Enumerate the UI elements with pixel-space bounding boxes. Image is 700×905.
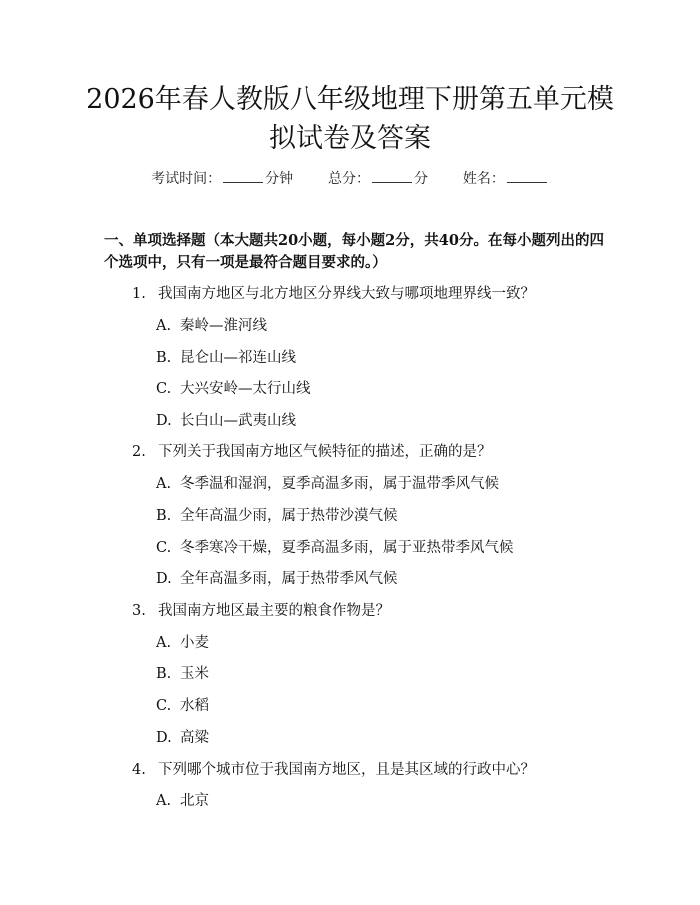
question-text: 我国南方地区与北方地区分界线大致与哪项地理界线一致？: [158, 286, 535, 302]
exam-info-line: [0, 168, 700, 188]
option-text: 全年高温多雨，属于热带季风气候: [180, 571, 398, 587]
option-text: 冬季温和湿润，夏季高温多雨，属于温带季风气候: [180, 476, 499, 492]
question-2: [132, 440, 492, 461]
question-number: 2.: [132, 444, 146, 460]
option-text: 长白山—武夷山线: [180, 413, 296, 429]
exam-time-label: 考试时间：: [151, 171, 222, 187]
option-letter: A.: [156, 476, 172, 492]
option-letter: D.: [156, 730, 172, 746]
option-letter: A.: [156, 793, 172, 809]
question-3-option-c: [156, 694, 209, 715]
exam-time-unit: 分钟: [265, 171, 294, 187]
question-2-option-d: [156, 567, 398, 588]
option-letter: C.: [156, 540, 172, 556]
option-letter: D.: [156, 571, 172, 587]
section-heading: 一、单项选择题（本大题共20小题，每小题2分，共40分。在每小题列出的四个选项中，只有一项是最符合题目要求的。）: [104, 232, 604, 271]
total-score-blank: [372, 170, 412, 183]
question-3-option-a: [156, 631, 209, 652]
student-name-label: 姓名：: [462, 171, 505, 187]
option-letter: B.: [156, 508, 172, 524]
option-text: 大兴安岭—太行山线: [180, 381, 311, 397]
question-text: 下列哪个城市位于我国南方地区，且是其区域的行政中心？: [158, 762, 535, 778]
option-text: 昆仑山—祁连山线: [180, 350, 296, 366]
question-4-option-a: [156, 789, 209, 810]
question-3-option-d: [156, 726, 209, 747]
option-text: 全年高温少雨，属于热带沙漠气候: [180, 508, 398, 524]
question-3-option-b: [156, 662, 209, 683]
option-letter: A.: [156, 318, 172, 334]
option-letter: B.: [156, 350, 172, 366]
question-2-option-a: [156, 472, 499, 493]
question-number: 3.: [132, 603, 146, 619]
option-letter: C.: [156, 698, 172, 714]
document-title-line-2: 拟试卷及答案: [269, 123, 431, 154]
student-name-blank: [507, 170, 547, 183]
option-text: 小麦: [180, 635, 209, 651]
option-text: 冬季寒冷干燥，夏季高温多雨，属于亚热带季风气候: [180, 540, 514, 556]
option-letter: A.: [156, 635, 172, 651]
total-score-label: 总分：: [328, 171, 370, 187]
question-3: [132, 599, 390, 620]
option-text: 水稻: [180, 698, 209, 714]
option-text: 秦岭—淮河线: [180, 318, 267, 334]
question-text: 下列关于我国南方地区气候特征的描述，正确的是？: [158, 444, 492, 460]
question-2-option-c: [156, 536, 514, 557]
option-letter: D.: [156, 413, 172, 429]
question-1-option-a: [156, 314, 267, 335]
question-2-option-b: [156, 504, 398, 525]
option-letter: C.: [156, 381, 172, 397]
question-1: [132, 282, 535, 303]
option-text: 玉米: [180, 666, 209, 682]
question-4: [132, 758, 535, 779]
document-title-line-1: 2026年春人教版八年级地理下册第五单元模: [86, 84, 614, 115]
question-1-option-d: [156, 409, 296, 430]
question-number: 1.: [132, 286, 146, 302]
option-text: 北京: [180, 793, 209, 809]
question-number: 4.: [132, 762, 146, 778]
question-1-option-b: [156, 346, 296, 367]
question-text: 我国南方地区最主要的粮食作物是？: [158, 603, 390, 619]
total-score-unit: 分: [414, 171, 428, 187]
option-letter: B.: [156, 666, 172, 682]
exam-time-blank: [223, 170, 263, 183]
question-1-option-c: [156, 377, 311, 398]
option-text: 高粱: [180, 730, 209, 746]
